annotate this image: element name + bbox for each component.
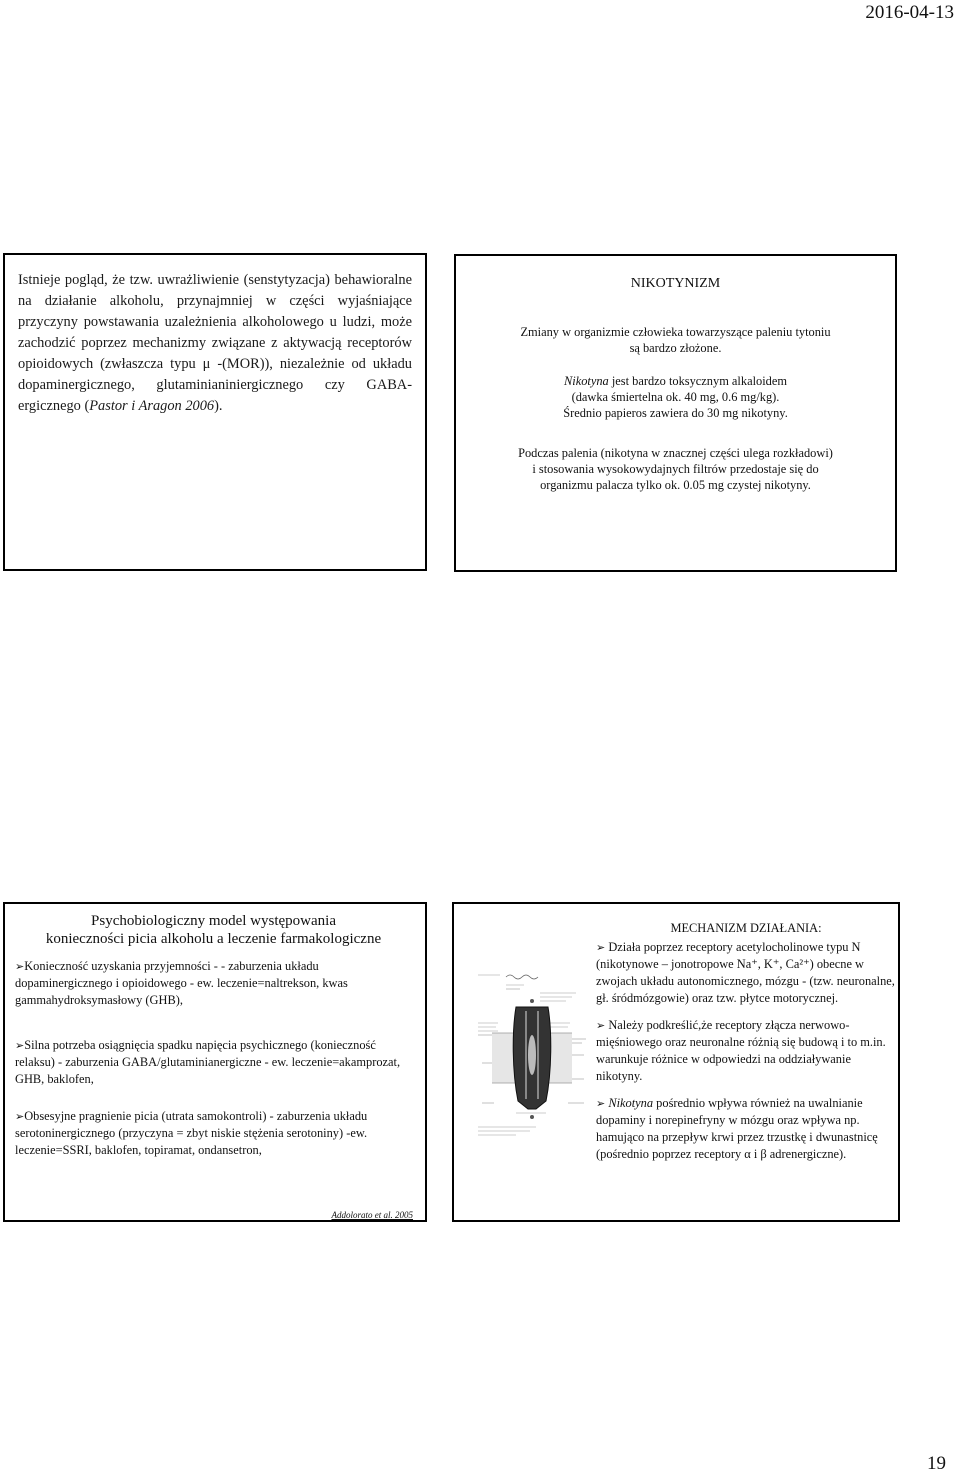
arrow-bullet-icon: ➢ (15, 1039, 25, 1052)
slide-psychobiological-model (3, 902, 427, 1222)
paragraph-changes (462, 324, 889, 356)
nikotyna-word: Nikotyna (564, 374, 609, 388)
item-text: Silna potrzeba osiągnięcia spadku napięcia psychicznego (konieczność relaksu) - zaburzenia GABA/glutaminianergiczne - ew. leczenie=akamprozat, GHB, baklofen, (15, 1038, 401, 1086)
arrow-bullet-icon: ➢ (596, 1097, 606, 1110)
paragraph-receptors (596, 939, 896, 1007)
list-item (15, 958, 412, 1009)
paragraph-toxicity (462, 373, 889, 421)
text-line: Zmiany w organizmie człowieka towarzyszące paleniu tytoniu (520, 325, 831, 339)
text-line: organizmu palacza tylko ok. 0.05 mg czystej nikotyny. (540, 478, 811, 492)
title-line: Psychobiologiczny model występowania (91, 913, 336, 929)
text-line: Podczas palenia (nikotyna w znacznej części ulega rozkładowi) (518, 446, 833, 460)
slide-mechanism (452, 902, 900, 1222)
paragraph-text: pośrednio wpływa również na uwalnianie dopaminy i norepinefryny w mózgu oraz wpływa np. hamująco na przepływ krwi przez trzustkę i dwunastnicę (pośrednio poprzez receptory α i β adrenergiczne). (596, 1096, 878, 1161)
slide-sensitization-text (18, 270, 412, 417)
text-line: (dawka śmiertelna ok. 40 mg, 0.6 mg/kg). (571, 390, 780, 404)
slide-title (15, 912, 412, 948)
paragraph-dopamine (596, 1095, 896, 1163)
text-line: i stosowania wysokowydajnych filtrów przedostaje się do (532, 462, 819, 476)
text-part: jest bardzo toksycznym alkaloidem (608, 374, 787, 388)
arrow-bullet-icon: ➢ (596, 941, 606, 954)
title-line: konieczności picia alkoholu a leczenie farmakologiczne (45, 931, 382, 947)
paragraph-text: Należy podkreślić,że receptory złącza nerwowo-mięśniowego oraz neuronalne różnią się budową i to m.in. warunkuje różnice w odpowiedzi na oddziaływanie nikotyny. (596, 1018, 886, 1083)
text-part: ). (214, 398, 223, 414)
text-line: Średnio papieros zawiera do 30 mg nikotyny. (563, 406, 788, 420)
list-item (15, 1108, 412, 1159)
slide-nicotinism (454, 254, 897, 572)
arrow-bullet-icon: ➢ (596, 1019, 606, 1032)
text-part: Istnieje pogląd, że tzw. uwrażliwienie (senstytyzacja) behawioralne na działanie alkoholu, przynajmniej w części wyjaśniające przyczyny powstawania uzależnienia alkoholowego u ludzi, może zachodzić poprzez mechanizmy związane z aktywacją receptorów opioidowych (zwłaszcza typu μ -(MOR)), niezależnie od układu dopaminergicznego, glutaminianiniergicznego czy GABA-ergicznego ( (18, 272, 412, 414)
receptor-figure (476, 971, 588, 1141)
slide-title: MECHANIZM DZIAŁANIA: (670, 921, 822, 935)
item-text: Obsesyjne pragnienie picia (utrata samokontroli) - zaburzenia układu serotoninergicznego (przyczyna = zbyt niskie stężenia serotoniny) -ew. leczenie=SSRI, baklofen, topiramat, ondansetron, (15, 1109, 368, 1157)
text-line (462, 373, 889, 389)
slide-title: NIKOTYNIZM (630, 276, 721, 291)
page-number: 19 (927, 1453, 946, 1474)
item-text: Konieczność uzyskania przyjemności - - zaburzenia układu dopaminergicznego i opioidowego - ew. leczenie=naltrekson, kwas gammahydroksymasłowy (GHB), (15, 959, 348, 1007)
citation: Addolorato et al. 2005 (331, 1210, 413, 1220)
paragraph-smoking (462, 445, 889, 493)
text-line: są bardzo złożone. (629, 341, 722, 355)
arrow-bullet-icon: ➢ (15, 1110, 25, 1123)
mechanism-text (596, 920, 896, 1163)
paragraph-text: Działa poprzez receptory acetylocholinowe typu N (nikotynowe – jonotropowe Na⁺, K⁺, Ca²⁺) obecne w zwojach układu autonomicznego, mózgu - (tzw. neuronalne, gł. śródmózgowie) oraz tzw. płytce motorycznej. (596, 940, 895, 1005)
slide-sensitization (3, 253, 427, 571)
arrow-bullet-icon: ➢ (15, 960, 25, 973)
nikotyna-word: Nikotyna (608, 1096, 654, 1110)
paragraph-differences (596, 1017, 896, 1085)
citation: Pastor i Aragon 2006 (89, 398, 215, 414)
header-date: 2016-04-13 (865, 2, 954, 23)
list-item (15, 1037, 412, 1088)
